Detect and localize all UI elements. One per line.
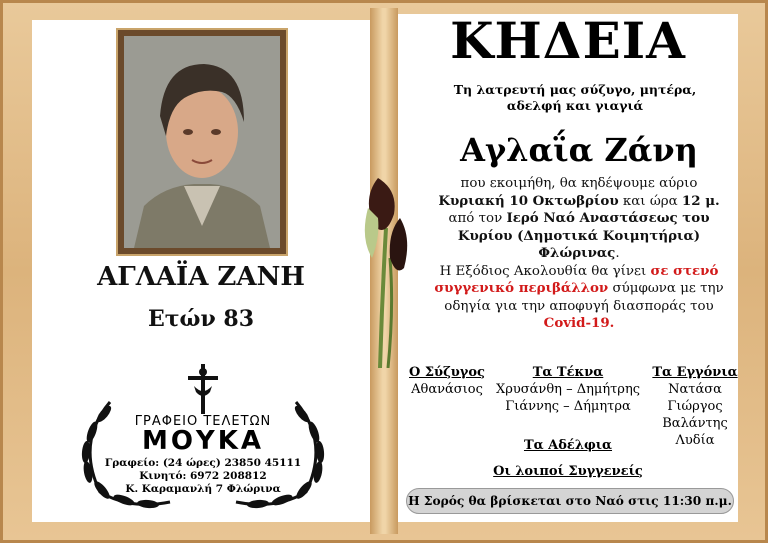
from-text: από τον <box>448 211 507 226</box>
grandchildren-heading: Τα Εγγόνια <box>652 365 738 380</box>
restricted-text-1: σε στενό <box>650 262 719 279</box>
children-heading: Τα Τέκνα <box>532 365 604 380</box>
calla-lily-icon <box>360 168 416 368</box>
funeral-home-logo <box>70 362 336 512</box>
intro-line-2: αδελφή και γιαγιά <box>506 98 644 113</box>
logo-mobile-phone: Κινητό: 6972 208812 <box>139 470 267 482</box>
deceased-name-caps: ΑΓΛΑΪΑ ΖΑΝΗ <box>97 262 305 292</box>
grandchild-name-2: Γιώργος <box>667 399 723 414</box>
and-time-text: και ώρα <box>618 193 682 209</box>
notice-time: 11:30 <box>662 494 702 508</box>
page-title: ΚΗΔΕΙΑ <box>450 11 686 70</box>
grandchild-name-4: Λυδία <box>675 433 715 448</box>
children-name-1: Χρυσάνθη – Δημήτρης <box>495 382 641 397</box>
body-line-8: οδηγία για την αποφυγή διασποράς του <box>444 298 714 314</box>
notice-text: Η Σορός θα βρίσκεται στο Ναό στις <box>408 494 663 508</box>
portrait-frame <box>118 30 286 254</box>
logo-line-1: ΓΡΑΦΕΙΟ ΤΕΛΕΤΩΝ <box>134 414 272 429</box>
body-line-6 <box>420 263 738 281</box>
church-name-1: Ιερό Ναό Αναστάσεως του <box>506 210 710 226</box>
spouse-heading: Ο Σύζυγος <box>409 365 485 380</box>
grandchild-name-1: Νατάσα <box>668 382 722 397</box>
siblings-heading: Τα Αδέλφια <box>523 438 613 453</box>
notice-suffix: π.μ. <box>701 494 732 508</box>
notice-banner <box>406 488 734 514</box>
grandchild-name-3: Βαλάντης <box>662 416 728 431</box>
service-text: Η Εξόδιος Ακολουθία θα γίνει <box>439 263 651 279</box>
children-name-2: Γιάννης – Δήμητρα <box>505 399 631 414</box>
logo-office-phone: Γραφείο: (24 ώρες) 23850 45111 <box>104 457 302 469</box>
funeral-time: 12 μ. <box>681 192 720 209</box>
restricted-text-2: συγγενικό περιβάλλον <box>434 280 609 296</box>
church-name-2: Κυρίου (Δημοτικά Κοιμητήρια) <box>457 227 701 244</box>
body-line-1: που εκοιμήθη, θα κηδέψουμε αύριο <box>460 176 698 191</box>
children-column <box>490 364 646 415</box>
period: . <box>615 246 620 261</box>
deceased-age: Ετών 83 <box>147 306 255 332</box>
deceased-name: Αγλαΐα Ζάνη <box>460 131 698 169</box>
spouse-column <box>408 364 486 398</box>
relatives-heading: Οι λοιποί Συγγενείς <box>493 464 643 479</box>
grandchildren-column <box>652 364 738 449</box>
body-line-5 <box>420 245 738 263</box>
announcement-body <box>420 175 738 333</box>
intro-text <box>412 82 738 114</box>
spouse-name: Αθανάσιος <box>411 382 483 397</box>
intro-line-1: Τη λατρευτή μας σύζυγο, μητέρα, <box>453 82 697 97</box>
body-line-3 <box>420 210 738 228</box>
funeral-day: Κυριακή 10 Οκτωβρίου <box>438 192 619 209</box>
body-line-7 <box>420 280 738 298</box>
covid-text: Covid-19. <box>543 315 615 331</box>
logo-address: Κ. Καραμανλή 7 Φλώρινα <box>125 483 281 495</box>
place-name: Φλώρινας <box>538 245 616 261</box>
portrait-photo <box>124 36 280 248</box>
accordance-text: σύμφωνα με την <box>608 281 724 296</box>
logo-line-2: ΜΟΥΚΑ <box>141 426 265 456</box>
body-line-2 <box>420 193 738 211</box>
